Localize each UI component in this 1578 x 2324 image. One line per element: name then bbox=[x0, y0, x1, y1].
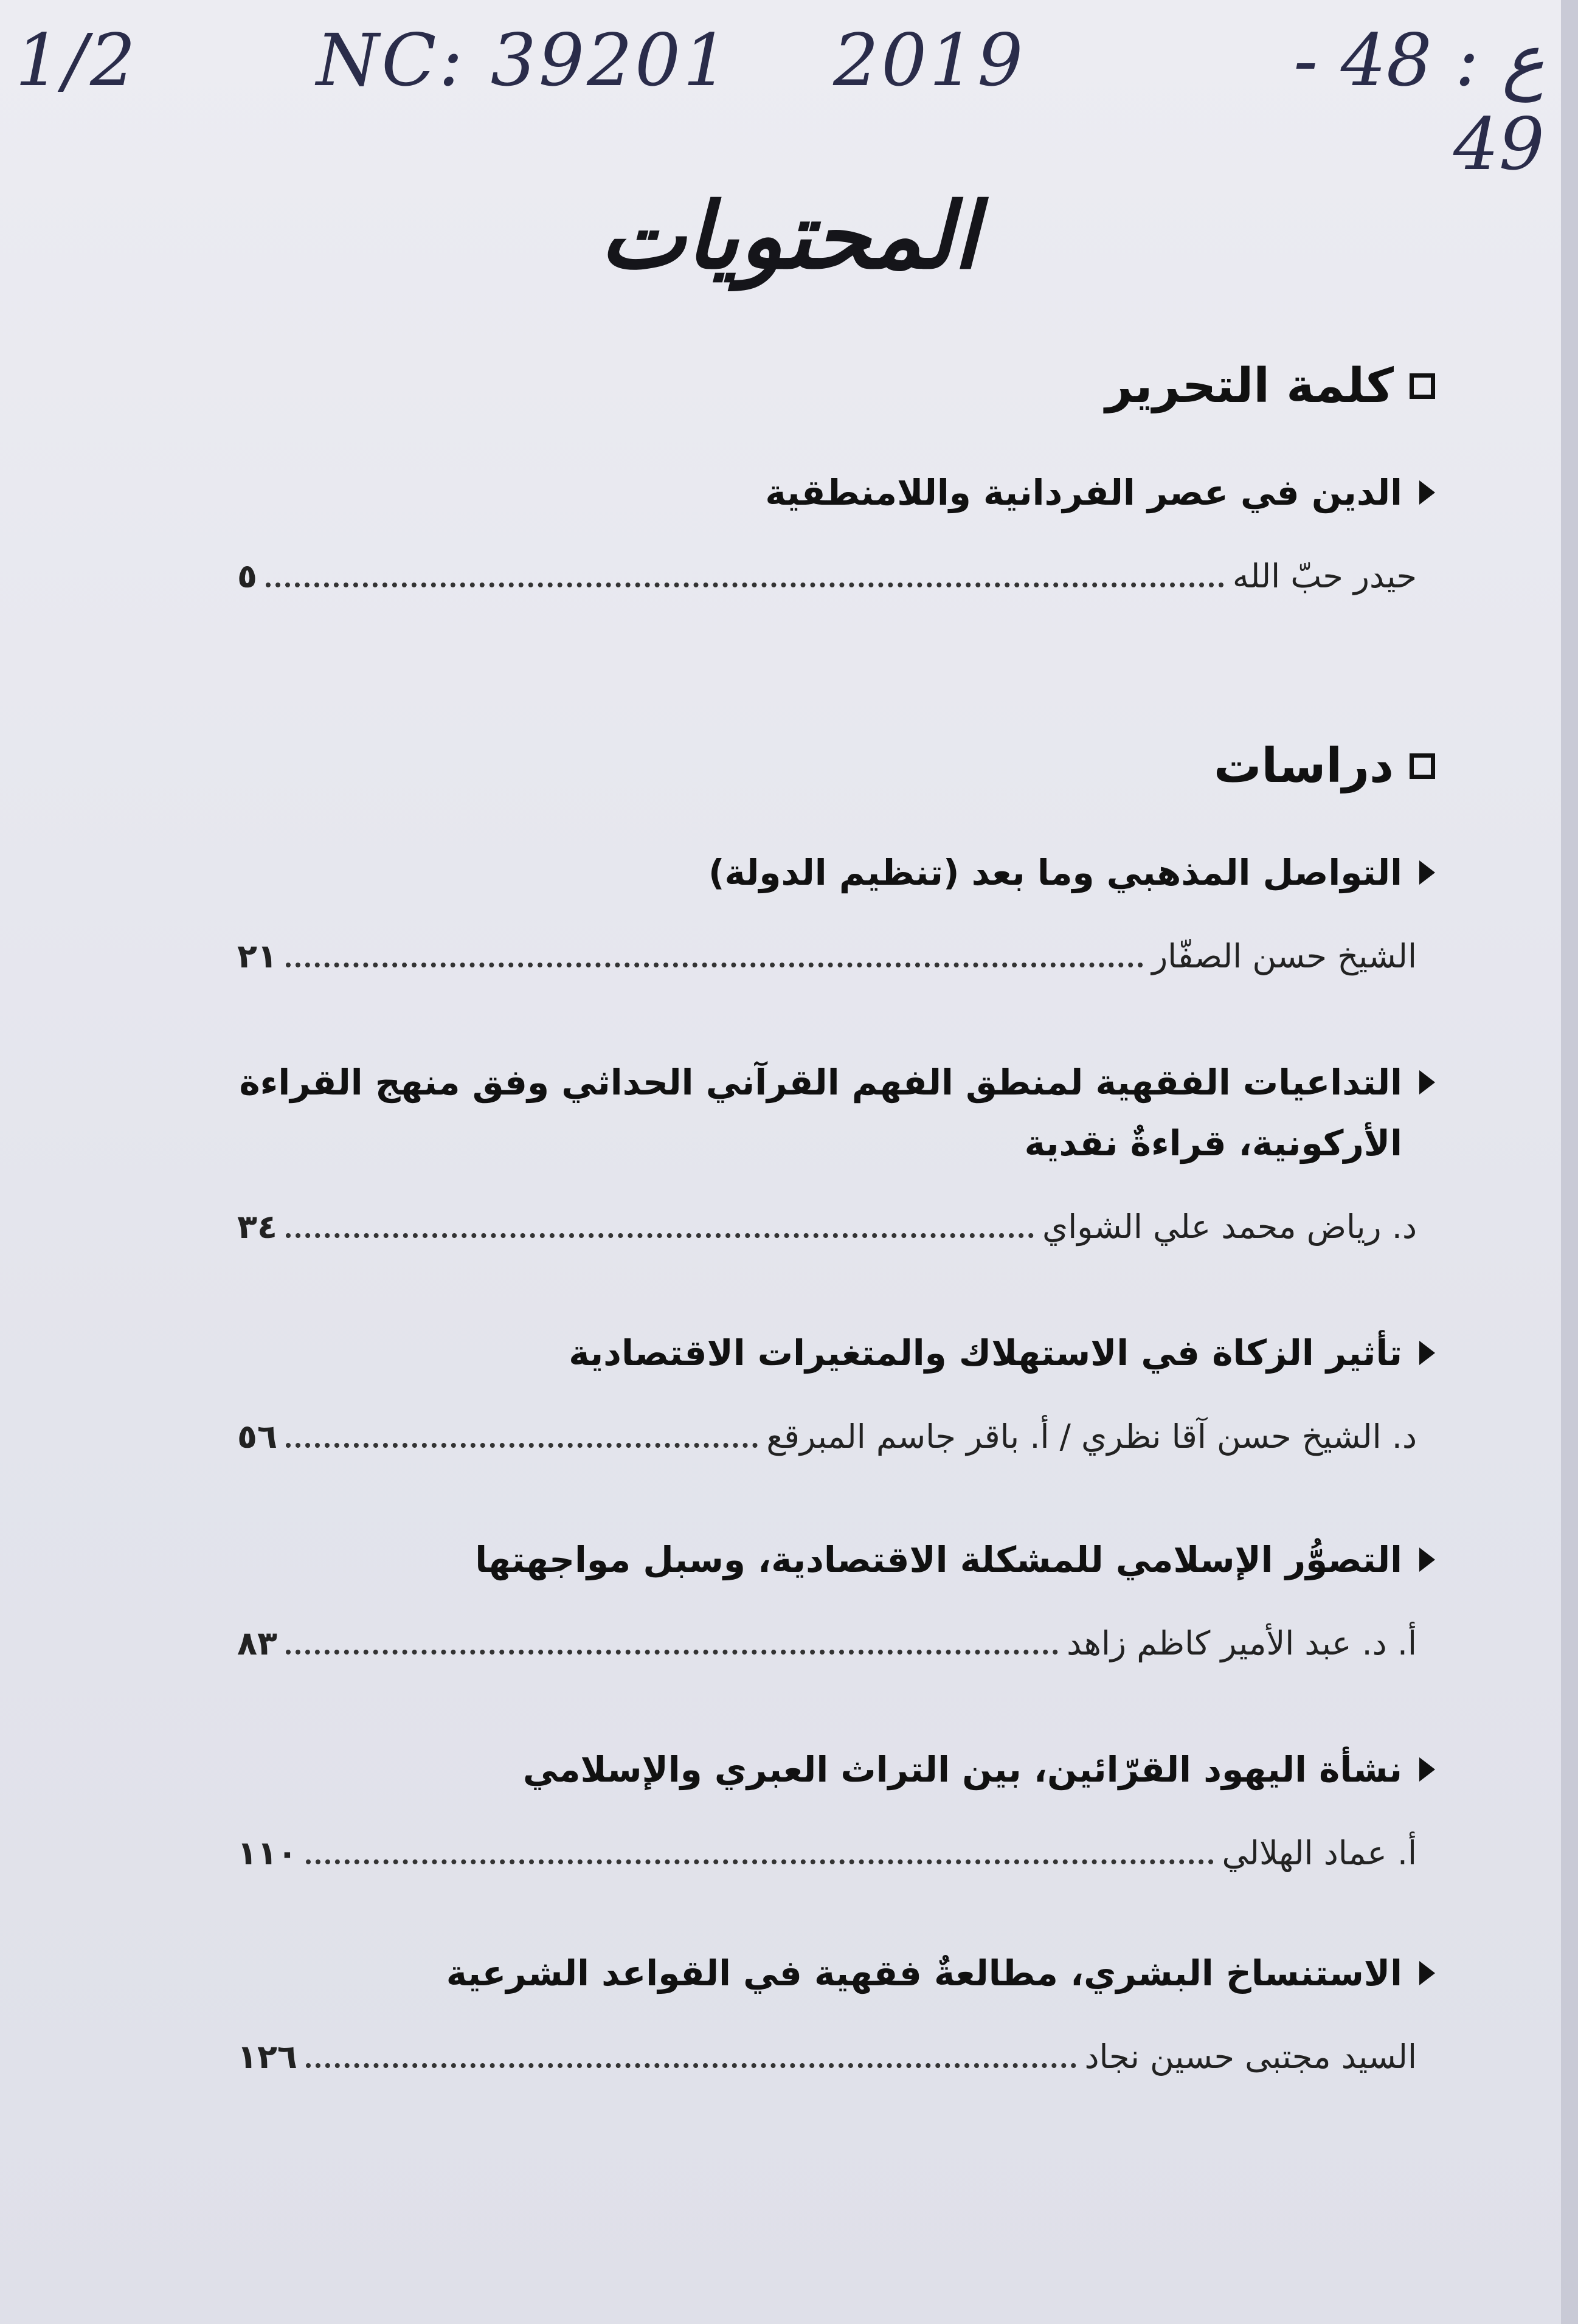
bullet-arrow-icon bbox=[1419, 1961, 1435, 1985]
entry-page-number: ٥ bbox=[237, 557, 257, 595]
entry-page-number: ٣٤ bbox=[237, 1208, 277, 1246]
entry-author: أ. د. عبد الأمير كاظم زاهد bbox=[1067, 1624, 1417, 1662]
entry-page-number: ١١٠ bbox=[237, 1834, 297, 1872]
bullet-arrow-icon bbox=[1419, 860, 1435, 885]
entry-author: د. الشيخ حسن آقا نظري / أ. باقر جاسم المبرقع bbox=[766, 1417, 1417, 1456]
dot-leader bbox=[286, 1443, 758, 1448]
entry-title: الاستنساخ البشري، مطالعةٌ فقهية في القواعد الشرعية bbox=[446, 1952, 1402, 1994]
entry-author: أ. عماد الهلالي bbox=[1222, 1834, 1417, 1872]
handwritten-year: 2019 bbox=[833, 18, 1026, 102]
handwritten-issue-pages: ع : 48 - 49 bbox=[1293, 18, 1545, 186]
toc-entry[interactable] bbox=[231, 1052, 1435, 1246]
entry-author: حيدر حبّ الله bbox=[1232, 557, 1417, 595]
entry-page-number: ٢١ bbox=[237, 937, 277, 975]
entry-page-number: ٥٦ bbox=[237, 1417, 277, 1456]
entry-title: التواصل المذهبي وما بعد (تنظيم الدولة) bbox=[708, 852, 1402, 893]
dot-leader bbox=[266, 583, 1224, 587]
dot-leader bbox=[286, 1650, 1058, 1655]
handwritten-annotations bbox=[0, 18, 1545, 186]
bullet-arrow-icon bbox=[1419, 1070, 1435, 1095]
section-heading-label: دراسات bbox=[1213, 739, 1394, 794]
entry-title: الدين في عصر الفردانية واللامنطقية bbox=[765, 472, 1402, 513]
page-edge bbox=[1561, 0, 1578, 2324]
bullet-arrow-icon bbox=[1419, 480, 1435, 505]
toc-entry[interactable] bbox=[231, 1529, 1435, 1662]
dot-leader bbox=[306, 1859, 1214, 1864]
section-heading-label: كلمة التحرير bbox=[1105, 359, 1394, 413]
page-title: المحتويات bbox=[600, 182, 978, 289]
toc-entry[interactable] bbox=[231, 1943, 1435, 2076]
checkbox-square-icon bbox=[1410, 753, 1435, 779]
entry-author: د. رياض محمد علي الشواي bbox=[1042, 1208, 1417, 1246]
toc-entry[interactable] bbox=[231, 462, 1435, 595]
dot-leader bbox=[286, 1233, 1034, 1238]
dot-leader bbox=[306, 2063, 1076, 2068]
bullet-arrow-icon bbox=[1419, 1341, 1435, 1365]
bullet-arrow-icon bbox=[1419, 1548, 1435, 1572]
entry-page-number: ٨٣ bbox=[237, 1624, 277, 1662]
toc-entry[interactable] bbox=[231, 842, 1435, 975]
checkbox-square-icon bbox=[1410, 373, 1435, 399]
toc-entry[interactable] bbox=[231, 1739, 1435, 1872]
entry-author: السيد مجتبى حسين نجاد bbox=[1084, 2038, 1417, 2076]
entry-title: التصوُّر الإسلامي للمشكلة الاقتصادية، وسبل مواجهتها bbox=[475, 1539, 1402, 1580]
entry-title: تأثير الزكاة في الاستهلاك والمتغيرات الاقتصادية bbox=[569, 1332, 1402, 1374]
dot-leader bbox=[286, 963, 1143, 967]
entry-page-number: ١٢٦ bbox=[237, 2038, 297, 2076]
handwritten-nc-number: NC: 39201 bbox=[316, 18, 732, 102]
entry-author: الشيخ حسن الصفّار bbox=[1152, 937, 1417, 975]
bullet-arrow-icon bbox=[1419, 1757, 1435, 1782]
section-heading-editorial bbox=[1106, 359, 1435, 413]
section-heading-studies bbox=[1214, 739, 1435, 794]
entry-title: نشأة اليهود القرّائين، بين التراث العبري والإسلامي bbox=[522, 1749, 1402, 1790]
entry-title: التداعيات الفقهية لمنطق الفهم القرآني الحداثي وفق منهج القراءة الأركونية، قراءةٌ نقدية bbox=[239, 1062, 1402, 1164]
handwritten-ref: 1/2 bbox=[15, 18, 138, 102]
toc-entry[interactable] bbox=[231, 1323, 1435, 1456]
